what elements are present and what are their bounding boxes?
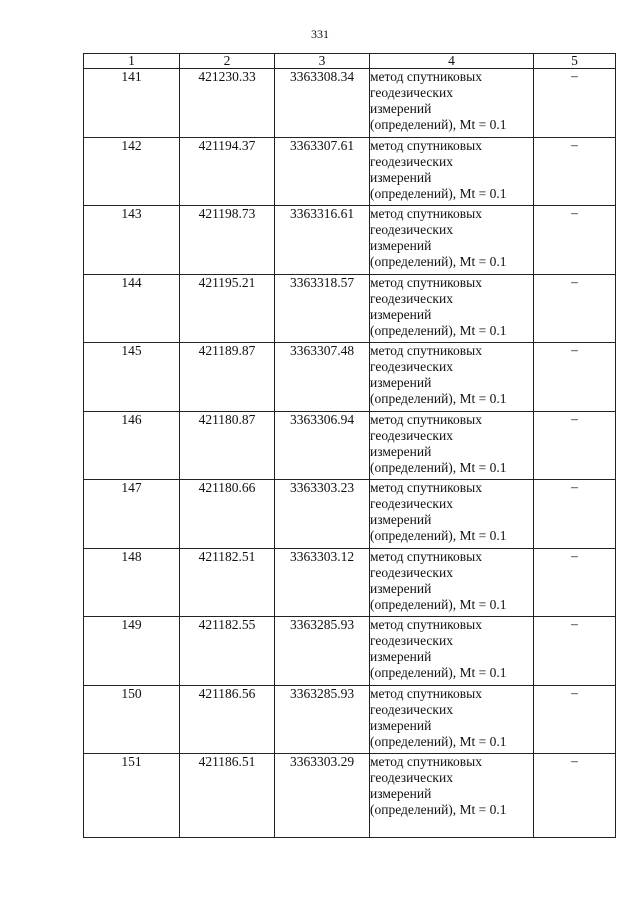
column-5-value: – [534,685,616,754]
column-5-value: – [534,69,616,138]
method-line: измерений [370,443,432,459]
determination-method [370,137,534,206]
method-line: геодезических [370,359,453,374]
method-line: измерений [370,169,432,185]
method-line: (определений), Mt = 0.1 [370,665,507,680]
method-line: метод спутниковых [370,137,482,153]
x-coordinate: 421182.51 [180,548,275,617]
x-coordinate: 421230.33 [180,69,275,138]
method-line: геодезических [370,564,453,580]
method-line: (определений), Mt = 0.1 [370,459,507,475]
column-header-5: 5 [534,54,616,69]
determination-method [370,274,534,343]
method-line: метод спутниковых [370,548,482,564]
table-row [84,274,616,343]
point-number: 145 [84,343,180,412]
column-5-value: – [534,411,616,480]
y-coordinate: 3363303.29 [275,754,370,838]
method-line: геодезических [370,770,453,785]
method-line: метод спутниковых [370,480,482,495]
method-line: геодезических [370,85,453,100]
determination-method [370,411,534,480]
determination-method [370,617,534,686]
table-row [84,137,616,206]
x-coordinate: 421182.55 [180,617,275,686]
method-line: (определений), Mt = 0.1 [370,185,507,201]
y-coordinate: 3363307.48 [275,343,370,412]
table-row [84,69,616,138]
determination-method [370,343,534,412]
y-coordinate: 3363318.57 [275,274,370,343]
x-coordinate: 421189.87 [180,343,275,412]
column-5-value: – [534,343,616,412]
determination-method [370,480,534,549]
method-line: геодезических [370,153,453,169]
x-coordinate: 421198.73 [180,206,275,275]
y-coordinate: 3363303.12 [275,548,370,617]
point-number: 148 [84,548,180,617]
method-line: метод спутниковых [370,617,482,632]
y-coordinate: 3363307.61 [275,137,370,206]
y-coordinate: 3363285.93 [275,685,370,754]
method-line: измерений [370,786,432,801]
point-number: 141 [84,69,180,138]
method-line: измерений [370,375,432,390]
method-line: (определений), Mt = 0.1 [370,733,507,749]
method-line: метод спутниковых [370,411,482,427]
method-line: измерений [370,101,432,116]
point-number: 147 [84,480,180,549]
point-number: 149 [84,617,180,686]
x-coordinate: 421195.21 [180,274,275,343]
method-line: метод спутниковых [370,754,482,769]
y-coordinate: 3363308.34 [275,69,370,138]
determination-method [370,206,534,275]
method-line: (определений), Mt = 0.1 [370,322,507,338]
column-5-value: – [534,206,616,275]
table-row [84,480,616,549]
y-coordinate: 3363306.94 [275,411,370,480]
determination-method [370,685,534,754]
method-line: геодезических [370,290,453,306]
method-line: метод спутниковых [370,343,482,358]
method-line: (определений), Mt = 0.1 [370,596,507,612]
method-line: геодезических [370,427,453,443]
method-line: геодезических [370,701,453,717]
point-number: 146 [84,411,180,480]
column-5-value: – [534,480,616,549]
method-line: (определений), Mt = 0.1 [370,254,507,269]
method-line: (определений), Mt = 0.1 [370,117,507,132]
point-number: 151 [84,754,180,838]
table-row [84,411,616,480]
y-coordinate: 3363303.23 [275,480,370,549]
column-5-value: – [534,137,616,206]
y-coordinate: 3363285.93 [275,617,370,686]
table-row [84,685,616,754]
table-row [84,548,616,617]
method-line: измерений [370,580,432,596]
column-header-4: 4 [370,54,534,69]
determination-method [370,754,534,838]
method-line: геодезических [370,222,453,237]
page-number: 331 [311,27,329,41]
method-line: метод спутниковых [370,685,482,701]
determination-method [370,69,534,138]
coordinates-table [83,53,616,838]
column-5-value: – [534,754,616,838]
column-header-2: 2 [180,54,275,69]
method-line: (определений), Mt = 0.1 [370,391,507,406]
point-number: 144 [84,274,180,343]
table-row [84,343,616,412]
table-row [84,617,616,686]
method-line: измерений [370,512,432,527]
x-coordinate: 421180.66 [180,480,275,549]
method-line: измерений [370,306,432,322]
point-number: 143 [84,206,180,275]
point-number: 150 [84,685,180,754]
column-header-1: 1 [84,54,180,69]
column-5-value: – [534,274,616,343]
method-line: метод спутниковых [370,206,482,221]
header-row [84,54,616,69]
method-line: метод спутниковых [370,69,482,84]
x-coordinate: 421180.87 [180,411,275,480]
method-line: измерений [370,717,432,733]
table-body [84,69,616,838]
x-coordinate: 421186.56 [180,685,275,754]
method-line: измерений [370,238,432,253]
method-line: (определений), Mt = 0.1 [370,528,507,543]
point-number: 142 [84,137,180,206]
method-line: геодезических [370,496,453,511]
y-coordinate: 3363316.61 [275,206,370,275]
column-header-3: 3 [275,54,370,69]
method-line: измерений [370,649,432,664]
column-5-value: – [534,548,616,617]
table-row [84,754,616,838]
x-coordinate: 421194.37 [180,137,275,206]
column-5-value: – [534,617,616,686]
method-line: геодезических [370,633,453,648]
method-line: (определений), Mt = 0.1 [370,802,507,817]
x-coordinate: 421186.51 [180,754,275,838]
table-row [84,206,616,275]
determination-method [370,548,534,617]
method-line: метод спутниковых [370,274,482,290]
